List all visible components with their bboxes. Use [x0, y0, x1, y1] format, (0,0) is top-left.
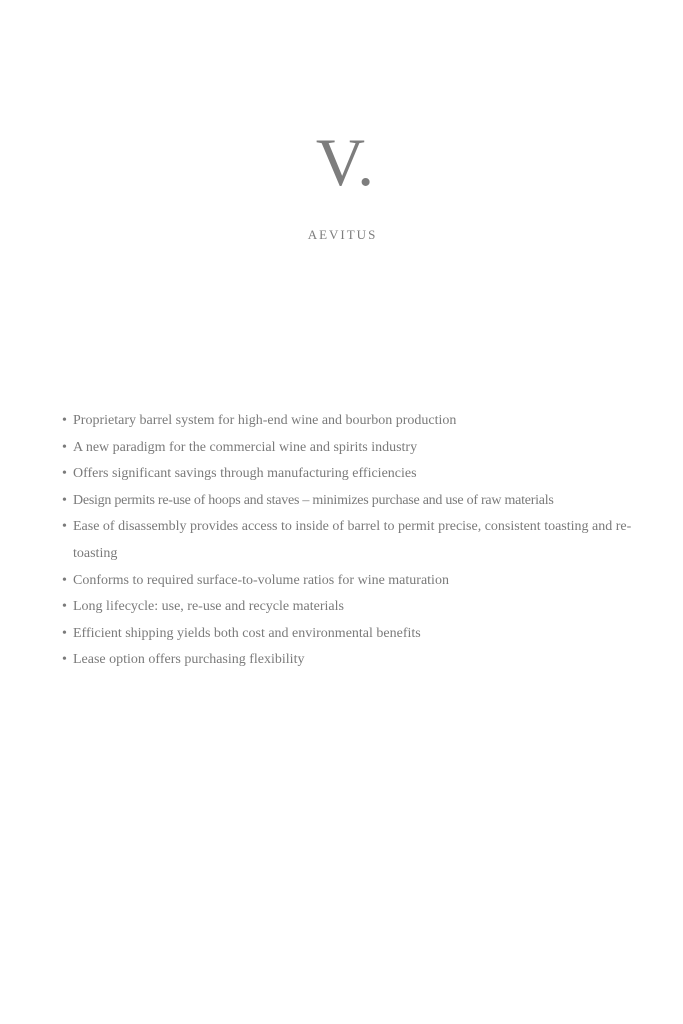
feature-item: [62, 568, 662, 595]
feature-text: A new paradigm for the commercial wine and spirits industry: [73, 439, 418, 455]
bullet-icon: •: [62, 625, 67, 641]
feature-text: Design permits re-use of hoops and staves – minimizes purchase and use of raw materials: [73, 492, 554, 508]
bullet-icon: •: [62, 492, 67, 508]
feature-text: Proprietary barrel system for high-end wine and bourbon production: [73, 413, 457, 428]
feature-text: Efficient shipping yields both cost and environmental benefits: [73, 625, 421, 641]
section-title: AEVITUS: [307, 227, 378, 242]
feature-item: [62, 621, 662, 648]
bullet-icon: •: [62, 413, 67, 428]
bullet-icon: •: [62, 599, 67, 615]
feature-text: Lease option offers purchasing flexibility: [73, 652, 305, 668]
feature-item: [62, 408, 662, 435]
bullet-icon: •: [62, 519, 67, 535]
section-numeral: V.: [315, 124, 376, 200]
bullet-icon: •: [62, 652, 67, 668]
feature-item: [62, 514, 662, 567]
bullet-icon: •: [62, 439, 67, 455]
feature-list: [62, 408, 662, 674]
bullet-icon: •: [62, 572, 67, 588]
bullet-icon: •: [62, 466, 67, 482]
feature-item: [62, 461, 662, 488]
feature-text: Long lifecycle: use, re-use and recycle materials: [73, 599, 344, 615]
feature-item: [62, 488, 662, 515]
feature-item: [62, 594, 662, 621]
feature-item: [62, 435, 662, 462]
feature-text: Offers significant savings through manufacturing efficiencies: [73, 466, 417, 482]
feature-text: Conforms to required surface-to-volume ratios for wine maturation: [73, 572, 449, 588]
feature-text: Ease of disassembly provides access to inside of barrel to permit precise, consistent toasting and re-toasting: [73, 519, 632, 561]
feature-item: [62, 647, 662, 674]
